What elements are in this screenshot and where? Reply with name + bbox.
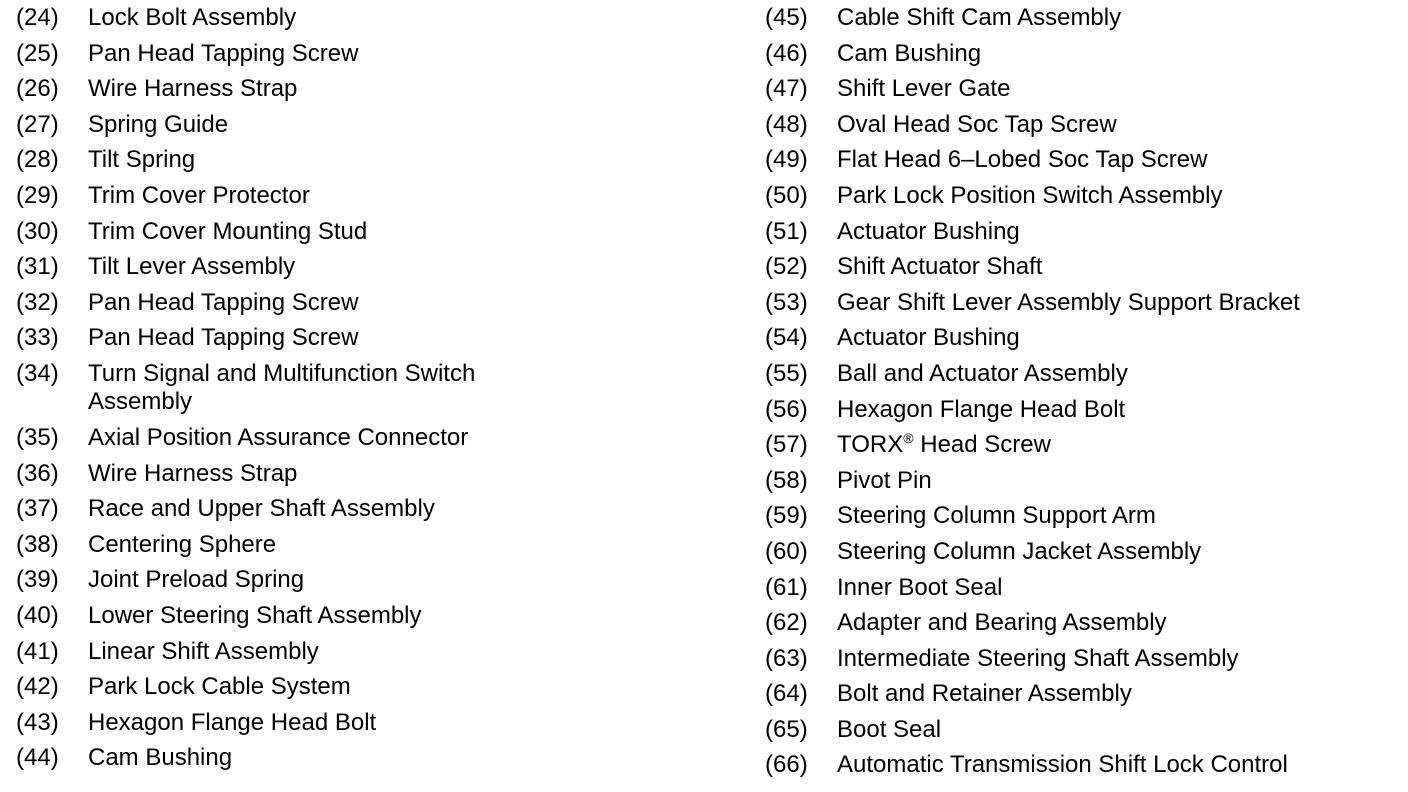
item-description: Turn Signal and Multifunction Switch Assembly (88, 359, 476, 415)
item-description: Wire Harness Strap (88, 75, 298, 103)
registered-mark: ® (903, 430, 914, 447)
legend-item (765, 253, 1405, 289)
item-description: Hexagon Flange Head Bolt (837, 395, 1126, 423)
item-description: Lower Steering Shaft Assembly (88, 601, 422, 629)
legend-item (765, 4, 1405, 40)
legend-item (16, 673, 716, 709)
legend-item (16, 4, 716, 40)
item-number: (49) (765, 146, 808, 174)
item-description: Linear Shift Assembly (88, 637, 319, 665)
legend-item (765, 218, 1405, 254)
legend-item (16, 111, 716, 147)
item-number: (43) (16, 708, 59, 736)
legend-item (16, 218, 716, 254)
legend-item (765, 396, 1405, 432)
item-description: Adapter and Bearing Assembly (837, 609, 1167, 637)
item-number: (56) (765, 395, 808, 423)
item-number: (41) (16, 637, 59, 665)
legend-item (765, 716, 1405, 752)
item-number: (54) (765, 324, 808, 352)
legend-item (16, 709, 716, 745)
item-number: (45) (765, 4, 808, 31)
item-description: Hexagon Flange Head Bolt (88, 708, 377, 736)
item-number: (62) (765, 609, 808, 637)
legend-item (765, 609, 1405, 645)
item-description: Spring Guide (88, 110, 229, 138)
item-description: Steering Column Jacket Assembly (837, 537, 1202, 565)
legend-item (765, 111, 1405, 147)
legend-item (16, 324, 716, 360)
legend-item (16, 146, 716, 182)
item-number: (46) (765, 39, 808, 67)
item-description: Steering Column Support Arm (837, 502, 1156, 530)
item-description: Cam Bushing (837, 39, 982, 67)
item-description: Joint Preload Spring (88, 566, 305, 594)
legend-item (765, 182, 1405, 218)
item-number: (33) (16, 324, 59, 352)
legend-item (16, 460, 716, 496)
legend-item (765, 538, 1405, 574)
item-description: Wire Harness Strap (88, 459, 298, 487)
legend-item (16, 360, 716, 424)
item-number: (61) (765, 573, 808, 601)
legend-item (16, 253, 716, 289)
legend-item (765, 645, 1405, 681)
item-number: (42) (16, 673, 59, 701)
item-description: Shift Lever Gate (837, 75, 1011, 103)
item-description (837, 431, 1405, 459)
item-description: Axial Position Assurance Connector (88, 423, 469, 451)
legend-item (765, 680, 1405, 716)
legend-item (16, 40, 716, 76)
item-number: (40) (16, 601, 59, 629)
item-description-tail: Head Screw (913, 431, 1051, 459)
item-number: (59) (765, 502, 808, 530)
item-description: Lock Bolt Assembly (88, 4, 297, 31)
legend-item (16, 495, 716, 531)
legend-item (765, 431, 1405, 467)
item-description: Flat Head 6–Lobed Soc Tap Screw (837, 146, 1208, 174)
item-number: (47) (765, 75, 808, 103)
legend-item (765, 289, 1405, 325)
item-number: (25) (16, 39, 59, 67)
item-description: Pivot Pin (837, 466, 932, 494)
item-description: Intermediate Steering Shaft Assembly (837, 644, 1239, 672)
legend-item (765, 146, 1405, 182)
item-description: Trim Cover Mounting Stud (88, 217, 368, 245)
legend-item (16, 182, 716, 218)
item-description: Cam Bushing (88, 744, 233, 772)
item-description: Trim Cover Protector (88, 181, 310, 209)
item-description: Park Lock Position Switch Assembly (837, 181, 1223, 209)
item-description: Tilt Spring (88, 146, 196, 174)
legend-item (16, 75, 716, 111)
item-number: (44) (16, 744, 59, 772)
item-number: (57) (765, 431, 808, 459)
item-description: Actuator Bushing (837, 324, 1020, 352)
item-number: (31) (16, 253, 59, 281)
item-description-main: TORX (837, 431, 904, 459)
item-number: (24) (16, 4, 59, 31)
item-number: (34) (16, 359, 59, 387)
item-number: (32) (16, 288, 59, 316)
item-number: (26) (16, 75, 59, 103)
item-number: (39) (16, 566, 59, 594)
legend-item (16, 566, 716, 602)
item-number: (35) (16, 423, 59, 451)
item-number: (38) (16, 530, 59, 558)
item-number: (30) (16, 217, 59, 245)
item-number: (58) (765, 466, 808, 494)
legend-right-column (765, 4, 1405, 787)
item-description: Inner Boot Seal (837, 573, 1003, 601)
item-description: Actuator Bushing (837, 217, 1020, 245)
item-number: (52) (765, 253, 808, 281)
item-description: Race and Upper Shaft Assembly (88, 495, 435, 523)
legend-item (765, 40, 1405, 76)
legend-item (16, 602, 716, 638)
item-number: (65) (765, 715, 808, 743)
item-description: Cable Shift Cam Assembly (837, 4, 1122, 31)
item-number: (48) (765, 110, 808, 138)
item-description: Automatic Transmission Shift Lock Control (837, 751, 1288, 779)
item-description: Tilt Lever Assembly (88, 253, 296, 281)
item-description: Shift Actuator Shaft (837, 253, 1043, 281)
legend-item (16, 531, 716, 567)
item-number: (28) (16, 146, 59, 174)
legend-left-column (16, 4, 716, 780)
item-description: Ball and Actuator Assembly (837, 359, 1128, 387)
legend-item (765, 324, 1405, 360)
legend-item (765, 75, 1405, 111)
item-description: Oval Head Soc Tap Screw (837, 110, 1117, 138)
legend-item (16, 289, 716, 325)
item-description: Gear Shift Lever Assembly Support Bracket (837, 288, 1300, 316)
item-description: Pan Head Tapping Screw (88, 39, 359, 67)
item-description: Park Lock Cable System (88, 673, 351, 701)
item-description: Pan Head Tapping Screw (88, 288, 359, 316)
item-number: (60) (765, 537, 808, 565)
legend-item (765, 467, 1405, 503)
item-number: (63) (765, 644, 808, 672)
item-description: Boot Seal (837, 715, 942, 743)
legend-item (765, 502, 1405, 538)
item-number: (53) (765, 288, 808, 316)
legend-item (16, 744, 716, 780)
item-number: (29) (16, 181, 59, 209)
item-description: Bolt and Retainer Assembly (837, 680, 1132, 708)
item-number: (27) (16, 110, 59, 138)
legend-item (765, 751, 1405, 787)
item-number: (55) (765, 359, 808, 387)
legend-item (16, 638, 716, 674)
legend-item (765, 574, 1405, 610)
item-number: (50) (765, 181, 808, 209)
item-number: (64) (765, 680, 808, 708)
legend-item (16, 424, 716, 460)
item-description: Pan Head Tapping Screw (88, 324, 359, 352)
item-number: (51) (765, 217, 808, 245)
item-description: Centering Sphere (88, 530, 277, 558)
item-number: (37) (16, 495, 59, 523)
item-number: (66) (765, 751, 808, 779)
item-number: (36) (16, 459, 59, 487)
legend-item (765, 360, 1405, 396)
